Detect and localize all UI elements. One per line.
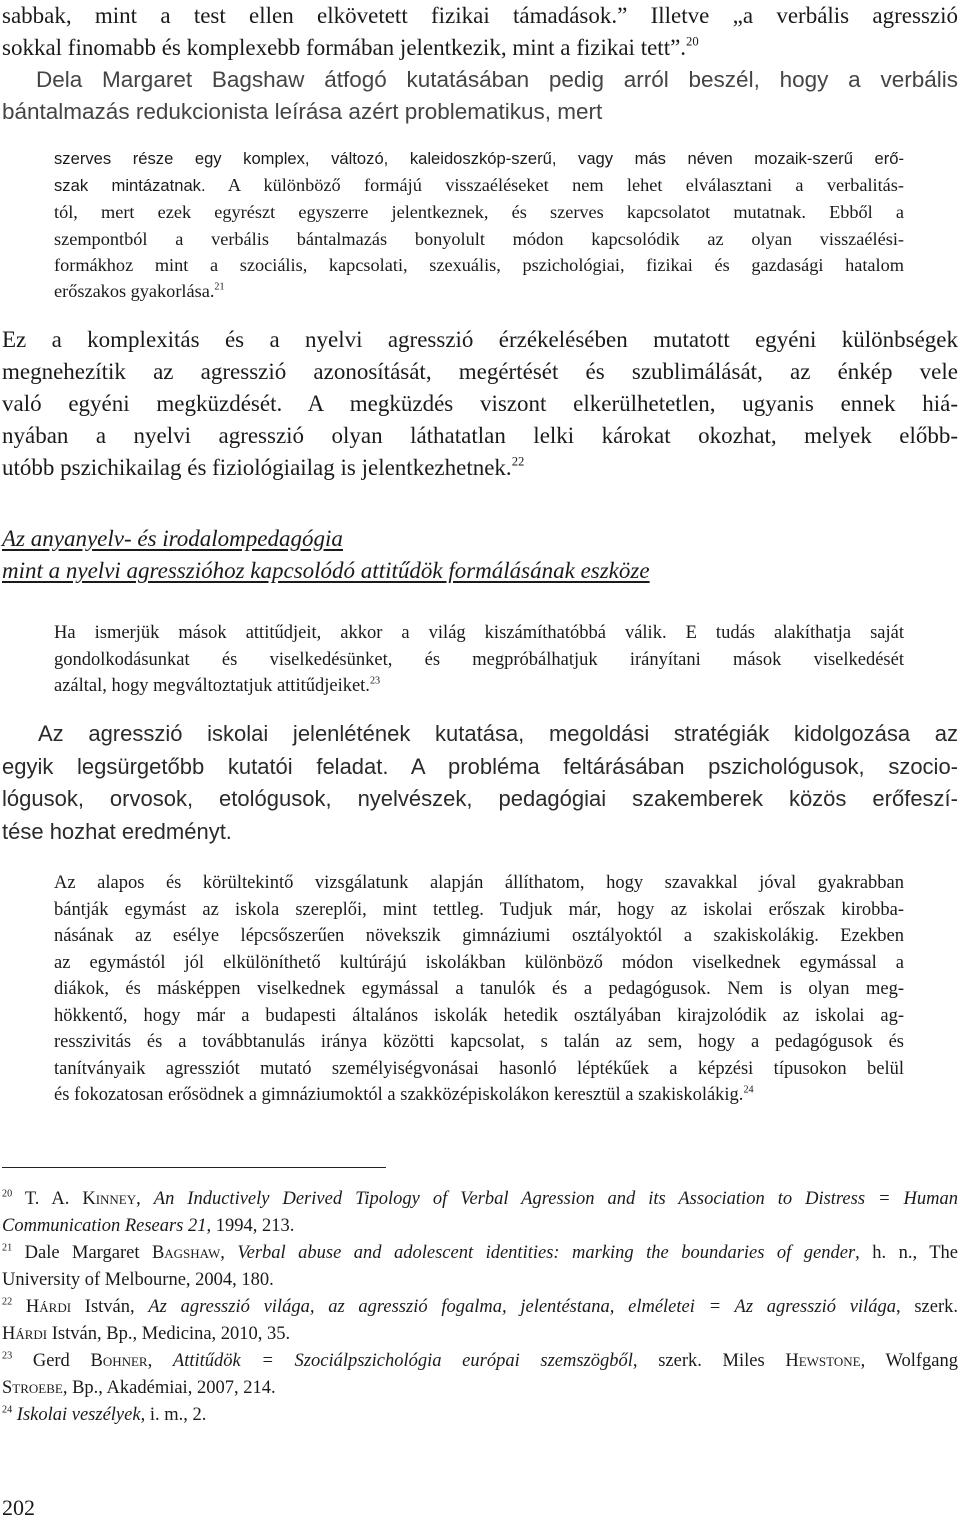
footnote-text: T. A. (24, 1189, 83, 1209)
quote-line (54, 1082, 904, 1109)
quote-line (54, 172, 904, 199)
paragraph-bagshaw (2, 64, 958, 128)
footnote-separator (2, 1167, 386, 1168)
paragraph-line (2, 32, 958, 64)
footnote-text: Gerd (32, 1351, 91, 1371)
paragraph-line-text: sokkal finomabb és komplexebb formában jelentkezik, mint a fizikai tett”. (2, 35, 687, 60)
quote-line: tanítványaik agressziót mutató személyiségvonásai hasonló léptékűek a képzési típusokon belül (54, 1058, 904, 1079)
footnote-title: Az agresszió világa, az agresszió fogalma, jelentéstana, elméletei = Az agresszió világa (148, 1297, 896, 1317)
footnote-ref: 21 (214, 281, 225, 293)
footnote-line (2, 1186, 958, 1213)
quote-line-text: azáltal, hogy megváltoztatjuk attitűdjeiket. (54, 676, 370, 696)
footnote-ref: 20 (686, 34, 699, 49)
footnote-line: University of Melbourne, 2004, 180. (2, 1270, 274, 1290)
heading-line (2, 523, 958, 555)
page-number: 202 (2, 1495, 35, 1520)
footnote-line (2, 1321, 958, 1348)
paragraph-line: Dela Margaret Bagshaw átfogó kutatásában pedig arról beszél, hogy a verbális (36, 67, 958, 92)
paragraph-complexity (2, 324, 958, 484)
block-quote-attitudes (54, 620, 904, 700)
footnote-number: 24 (2, 1404, 13, 1416)
footnote-text: , szerk. Miles (632, 1351, 786, 1371)
quote-line: hökkentő, hogy már a budapesti általános iskolák hetedik osztályában kirajzolódik az iskolai ag- (54, 1005, 904, 1026)
footnote-author: Hárdi (25, 1297, 72, 1317)
footnote-line (2, 1213, 958, 1240)
quote-line: Az alapos és körültekintő vizsgálatunk alapján állíthatom, hogy szavakkal jóval gyakrabban (54, 873, 904, 893)
footnote-22 (2, 1294, 958, 1348)
footnote-line (2, 1348, 958, 1375)
footnote-author: Bagshaw (151, 1243, 221, 1263)
footnote-title: An Inductively Derived Tipology of Verbal Agression and its Association to Distress = Human (153, 1189, 958, 1209)
footnote-ref: 22 (511, 454, 525, 469)
quote-line: bántják egymást az iskola szereplői, mint tettleg. Tudjuk már, hogy az iskolai erőszak kirobba- (54, 899, 904, 920)
footnote-title: Communication Resears 21 (2, 1216, 207, 1236)
paragraph-line: sabbak, mint a test ellen elkövetett fizikai támadások.” Illetve „a verbális agresszió (2, 3, 958, 28)
footnote-text: , (220, 1243, 238, 1263)
footnote-ref: 23 (369, 675, 381, 687)
footnote-text: István, (71, 1297, 149, 1317)
quote-line: formákhoz mint a szociális, kapcsolati, szexuális, pszichológiai, fizikai és gazdasági hatalom (54, 254, 904, 275)
footnote-author: Kinney (82, 1189, 137, 1209)
footnote-text: , (136, 1189, 154, 1209)
footnote-text: István, Bp., Medicina, 2010, 35. (47, 1324, 291, 1344)
paragraph-line: Az agresszió iskolai jelenlétének kutatása, megoldási stratégiák kidolgozása az (38, 721, 958, 746)
quote-line: szerves része egy komplex, változó, kaleidoszkóp-szerű, vagy más néven mozaik-szerű erő- (54, 149, 904, 168)
quote-line: gondolkodásunkat és viselkedésünket, és megpróbálhatjuk irányítani mások viselkedését (54, 649, 904, 670)
footnote-20 (2, 1186, 958, 1240)
footnote-number: 22 (2, 1296, 13, 1308)
footnote-author: Bohner (90, 1351, 148, 1371)
footnote-author: Stroebe (2, 1378, 63, 1398)
quote-line: resszivitás és a továbbtanulás iránya közötti kapcsolat, s talán az sem, hogy a pedagógusok és (54, 1032, 904, 1052)
quote-line: diákok, és másképpen viselkednek egymással a tanulók és a pedagógusok. Nem is olyan meg- (54, 979, 904, 999)
footnote-21 (2, 1240, 958, 1294)
quote-line (54, 278, 904, 304)
heading-line (2, 555, 958, 587)
heading-line-text: mint a nyelvi agresszióhoz kapcsolódó attitűdök formálásának eszköze (2, 558, 650, 583)
footnote-text: Dale Margaret (24, 1243, 152, 1263)
paragraph-line: Ez a komplexitás és a nyelvi agresszió érzékelésében mutatott egyéni különbségek (2, 327, 958, 352)
footnotes (2, 1186, 958, 1429)
paragraph-line: egyik legsürgetőbb kutatói feladat. A probléma feltárásában pszichológusok, szocio- (2, 753, 958, 779)
quote-line-text: szak mintázatnak. (54, 176, 206, 196)
quote-line: Ha ismerjük mások attitűdjeit, akkor a világ kiszámíthatóbbá válik. E tudás alakíthatja saját (54, 623, 904, 643)
footnote-text: , (147, 1351, 173, 1371)
paragraph-line: bántalmazás redukcionista leírása azért problematikus, mert (2, 99, 603, 124)
footnote-text: , h. n., The (855, 1243, 958, 1263)
paragraph-intro (2, 0, 958, 64)
quote-line: násának az esélye lépcsőszerűen növekszik gimnáziumi osztályoktól a szakiskolákig. Ezekben (54, 926, 904, 946)
paragraph-line-text: utóbb pszichikailag és fiziológiailag is jelentkezhetnek. (2, 455, 512, 480)
footnote-title: Iskolai veszélyek (16, 1405, 141, 1425)
quote-line: szempontból a verbális bántalmazás bonyolult módon kapcsolódik az olyan visszaélési- (54, 228, 904, 249)
quote-line-text: A különböző formájú visszaéléseket nem lehet elválasztani a verbalitás- (205, 175, 904, 196)
quote-line (54, 673, 904, 700)
footnote-author: Hárdi (2, 1324, 48, 1344)
paragraph-school-aggression (2, 718, 958, 848)
footnote-line (2, 1240, 958, 1267)
quote-line: az egymástól jól elkülöníthető kultúrájú iskolákban különböző módon viselkednek egymással a (54, 952, 904, 973)
footnote-title: Attitűdök = Szociálpszichológia európai szemszögből (172, 1351, 633, 1371)
footnote-line (2, 1375, 958, 1402)
footnote-number: 23 (2, 1350, 13, 1362)
quote-line: tól, mert ezek egyrészt egyszerre jelentkeznek, és szerves kapcsolatot mutatnak. Ebből a (54, 202, 904, 223)
paragraph-line: való egyéni megküzdését. A megküzdés viszont elkerülhetetlen, ugyanis ennek hiá- (2, 391, 958, 416)
paragraph-line: tése hozhat eredményt. (2, 818, 232, 844)
footnote-text: , i. m., 2. (140, 1405, 207, 1425)
quote-line-text: és fokozatosan erősödnek a gimnáziumoktól a szakközépiskolákon keresztül a szakiskolákig. (54, 1085, 744, 1105)
footnote-ref: 24 (743, 1084, 754, 1096)
block-quote-bagshaw (54, 146, 904, 304)
block-quote-study (54, 870, 904, 1109)
paragraph-line: lógusok, orvosok, etológusok, nyelvészek, pedagógiai szakemberek közös erőfeszí- (2, 786, 958, 811)
footnote-line (2, 1402, 958, 1429)
footnote-line (2, 1294, 958, 1321)
paragraph-line: megnehezítik az agresszió azonosítását, megértését és szublimálását, az énkép vele (2, 359, 958, 384)
quote-line-text: erőszakos gyakorlása. (54, 281, 215, 302)
footnote-text: , szerk. (895, 1297, 958, 1317)
footnote-number: 20 (2, 1188, 13, 1200)
footnote-author: Hewstone (785, 1351, 861, 1371)
footnote-number: 21 (2, 1242, 13, 1254)
footnote-24 (2, 1402, 958, 1429)
heading-line-text: Az anyanyelv- és irodalompedagógia (2, 526, 343, 551)
paragraph-line (2, 452, 958, 484)
footnote-23 (2, 1348, 958, 1402)
footnote-text: , Bp., Akadémiai, 2007, 214. (62, 1378, 276, 1398)
footnote-text: , Wolfgang (860, 1351, 959, 1371)
paragraph-line: nyában a nyelvi agresszió olyan láthatatlan lelki károkat okozhat, melyek előbb- (2, 423, 958, 448)
footnote-title: Verbal abuse and adolescent identities: marking the boundaries of gender (237, 1243, 856, 1263)
footnote-text: , 1994, 213. (206, 1216, 295, 1236)
section-heading (2, 523, 958, 587)
